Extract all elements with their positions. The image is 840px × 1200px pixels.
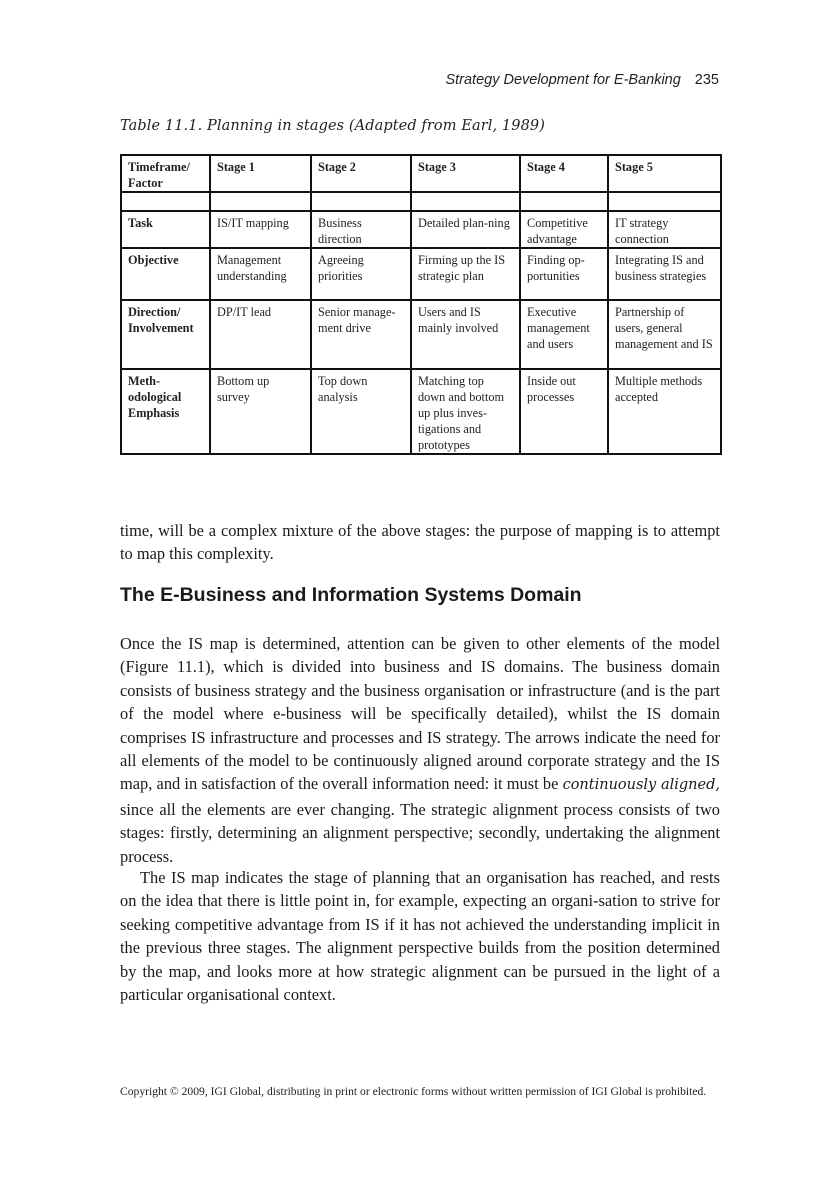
table-cell bbox=[210, 192, 311, 211]
table-cell: Finding op-portunities bbox=[520, 248, 608, 300]
header-cell-stage-1: Stage 1 bbox=[210, 155, 311, 192]
table-header-row bbox=[121, 155, 721, 192]
table-cell: Users and IS mainly involved bbox=[411, 300, 520, 369]
table-cell: Inside out processes bbox=[520, 369, 608, 454]
table-cell: Competitive advantage bbox=[520, 211, 608, 248]
paragraph-1-text: Once the IS map is determined, attention can be given to other elements of the model (Figure 11.1), which is divided into business and IS domains. The business domain consists of business strategy and the business organisation or infrastructure (and is the part of the model where e-business will be specifically detailed), whilst the IS domain comprises IS infrastructure and processes and IS strategy. The arrows indicate the need for all elements of the model to be continuously aligned around corporate strategy and the IS map, and in satisfaction of the overall information need: it must be bbox=[120, 634, 720, 794]
table-cell: Executive management and users bbox=[520, 300, 608, 369]
header-cell-stage-4: Stage 4 bbox=[520, 155, 608, 192]
emphasis-continuously-aligned: continuously aligned, bbox=[562, 777, 720, 794]
table-cell: Bottom up survey bbox=[210, 369, 311, 454]
table-cell: Multiple methods accepted bbox=[608, 369, 721, 454]
table-cell: Integrating IS and business strategies bbox=[608, 248, 721, 300]
table-caption: Table 11.1. Planning in stages (Adapted from Earl, 1989) bbox=[120, 118, 545, 134]
table-cell bbox=[608, 192, 721, 211]
table-cell bbox=[520, 192, 608, 211]
header-cell-factor: Timeframe/ Factor bbox=[121, 155, 210, 192]
table-row-direction bbox=[121, 300, 721, 369]
table-cell bbox=[311, 192, 411, 211]
table-row-methodological-emphasis bbox=[121, 369, 721, 454]
table-cell: Detailed plan-ning bbox=[411, 211, 520, 248]
table-cell: Firming up the IS strategic plan bbox=[411, 248, 520, 300]
header-cell-stage-5: Stage 5 bbox=[608, 155, 721, 192]
row-label: Objective bbox=[121, 248, 210, 300]
row-label: Task bbox=[121, 211, 210, 248]
row-label: Meth-odological Emphasis bbox=[121, 369, 210, 454]
header-cell-stage-2: Stage 2 bbox=[311, 155, 411, 192]
table-cell: IS/IT mapping bbox=[210, 211, 311, 248]
table-row-task bbox=[121, 211, 721, 248]
table-cell: Business direction bbox=[311, 211, 411, 248]
table-cell bbox=[411, 192, 520, 211]
table-cell: Partnership of users, general management and IS bbox=[608, 300, 721, 369]
table-cell: Senior manage-ment drive bbox=[311, 300, 411, 369]
copyright-footer: Copyright © 2009, IGI Global, distributing in print or electronic forms without written permission of IGI Global is prohibited. bbox=[120, 1085, 707, 1098]
table-cell: Matching top down and bottom up plus inves-tigations and prototypes bbox=[411, 369, 520, 454]
page-number: 235 bbox=[694, 72, 719, 88]
table-row-empty bbox=[121, 192, 721, 211]
running-head-title: Strategy Development for E-Banking bbox=[445, 72, 681, 88]
row-label: Direction/ Involvement bbox=[121, 300, 210, 369]
paragraph-1-text-end: since all the elements are ever changing. The strategic alignment process consists of two stages: firstly, determining an alignment perspective; secondly, undertaking the alignment process. bbox=[120, 799, 720, 866]
body-paragraph-2: The IS map indicates the stage of planning that an organisation has reached, and rests on the idea that there is little point in, for example, expecting an organi-sation to strive for seeking competitive advantage from IS if it has not achieved the understanding implicit in the previous three stages. The alignment perspective builds from the position determined by the map, and looks more at how strategic alignment can be pursued in the light of a particular organisational context. bbox=[120, 868, 720, 1005]
table-cell: DP/IT lead bbox=[210, 300, 311, 369]
running-head bbox=[445, 72, 719, 88]
planning-stages-table bbox=[120, 154, 722, 455]
table-cell: Top down analysis bbox=[311, 369, 411, 454]
table-cell: IT strategy connection bbox=[608, 211, 721, 248]
continuation-paragraph: time, will be a complex mixture of the above stages: the purpose of mapping is to attempt to map this complexity. bbox=[120, 521, 720, 564]
table-cell: Management understanding bbox=[210, 248, 311, 300]
table-row-objective bbox=[121, 248, 721, 300]
row-label bbox=[121, 192, 210, 211]
table-cell: Agreeing priorities bbox=[311, 248, 411, 300]
body-paragraph-1 bbox=[120, 632, 720, 868]
header-cell-stage-3: Stage 3 bbox=[411, 155, 520, 192]
section-heading: The E-Business and Information Systems Domain bbox=[120, 584, 582, 606]
